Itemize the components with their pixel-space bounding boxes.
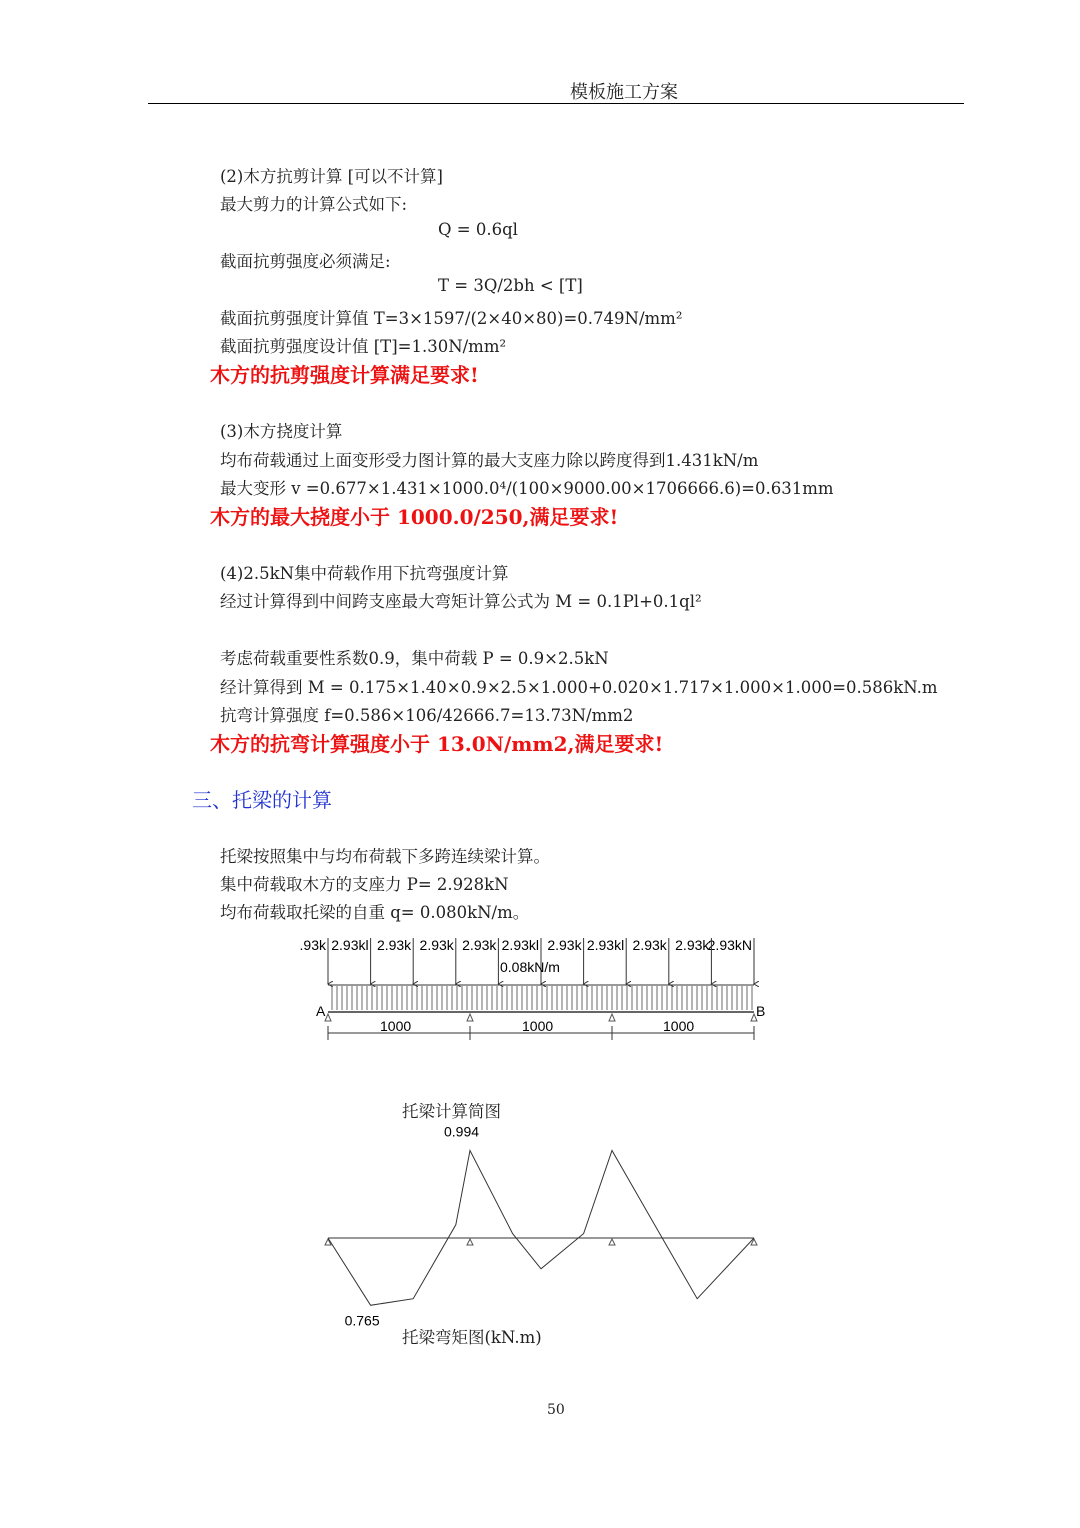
sec3-line1: 均布荷载通过上面变形受力图计算的最大支座力除以跨度得到1.431kN/m: [220, 451, 759, 470]
point-load-label: 2.93k: [419, 937, 454, 953]
udl-label: 0.08kN/m: [500, 959, 560, 975]
moment-diagram: [310, 1123, 780, 1329]
sec4-line3: 经计算得到 M = 0.175×1.40×0.9×2.5×1.000+0.020×1.717×1.000×1.000=0.586kN.m: [220, 678, 938, 697]
sec3-line2: 最大变形 v =0.677×1.431×1000.0⁴/(100×9000.00×1706666.6)=0.631mm: [220, 479, 834, 498]
sec2-line2: 截面抗剪强度必须满足:: [220, 252, 391, 271]
moment-min-label: 0.765: [344, 1312, 380, 1329]
point-load-label: 2.93k: [462, 937, 497, 953]
point-load-label: 2.93k: [632, 937, 667, 953]
page-header-title: 模板施工方案: [570, 82, 678, 103]
load-diagram-caption: 托梁计算简图: [402, 1102, 501, 1121]
span-2-label: 1000: [522, 1018, 554, 1034]
part3-line1: 托梁按照集中与均布荷载下多跨连续梁计算。: [220, 847, 550, 866]
point-load-label: 2.93k: [376, 937, 412, 953]
load-diagram: [280, 930, 780, 1045]
part3-line3: 均布荷载取托梁的自重 q= 0.080kN/m。: [220, 903, 530, 922]
sec4-result: 木方的抗弯计算强度小于 13.0N/mm2,满足要求!: [210, 732, 664, 756]
point-load-label: 2.93k: [675, 937, 710, 953]
sec4-title: (4)2.5kN集中荷载作用下抗弯强度计算: [220, 564, 509, 583]
sec2-formula1: Q = 0.6ql: [438, 220, 518, 239]
udl-arrows: [332, 986, 752, 1010]
point-load-label: 2.93kN: [707, 937, 752, 953]
point-load-label: .93k: [299, 937, 326, 953]
sec2-title: (2)木方抗剪计算 [可以不计算]: [220, 167, 443, 186]
sec3-result: 木方的最大挠度小于 1000.0/250,满足要求!: [210, 505, 619, 529]
sec2-line1: 最大剪力的计算公式如下:: [220, 195, 408, 214]
moment-diagram-caption: 托梁弯矩图(kN.m): [402, 1328, 542, 1347]
header-rule: [148, 103, 964, 104]
part3-line2: 集中荷载取木方的支座力 P= 2.928kN: [220, 875, 509, 894]
sec2-line4: 截面抗剪强度设计值 [T]=1.30N/mm²: [220, 337, 507, 356]
span-1-label: 1000: [380, 1018, 412, 1034]
support-a-label: A: [316, 1003, 326, 1019]
support-b-label: B: [756, 1003, 766, 1019]
sec4-line1: 经过计算得到中间跨支座最大弯矩计算公式为 M = 0.1Pl+0.1ql²: [220, 592, 702, 611]
point-load-label: 2.93kl: [331, 937, 369, 953]
point-load-label: 2.93kl: [501, 937, 539, 953]
sec3-title: (3)木方挠度计算: [220, 422, 343, 441]
point-load-label: 2.93k: [547, 937, 582, 953]
moment-support: [609, 1239, 615, 1245]
moment-curve: [328, 1151, 754, 1306]
sec4-line2: 考虑荷载重要性系数0.9，集中荷载 P = 0.9×2.5kN: [220, 649, 609, 668]
page-number: 50: [547, 1402, 565, 1418]
sec2-formula2: T = 3Q/2bh < [T]: [438, 276, 583, 295]
span-3-label: 1000: [663, 1018, 695, 1034]
sec2-line3: 截面抗剪强度计算值 T=3×1597/(2×40×80)=0.749N/mm²: [220, 309, 683, 328]
point-load-label: 2.93kl: [586, 937, 625, 953]
moment-support: [467, 1239, 473, 1245]
part3-heading: 三、托梁的计算: [192, 788, 332, 812]
moment-max-label: 0.994: [444, 1123, 480, 1140]
sec4-line4: 抗弯计算强度 f=0.586×106/42666.7=13.73N/mm2: [220, 706, 634, 725]
sec2-result: 木方的抗剪强度计算满足要求!: [210, 363, 479, 387]
